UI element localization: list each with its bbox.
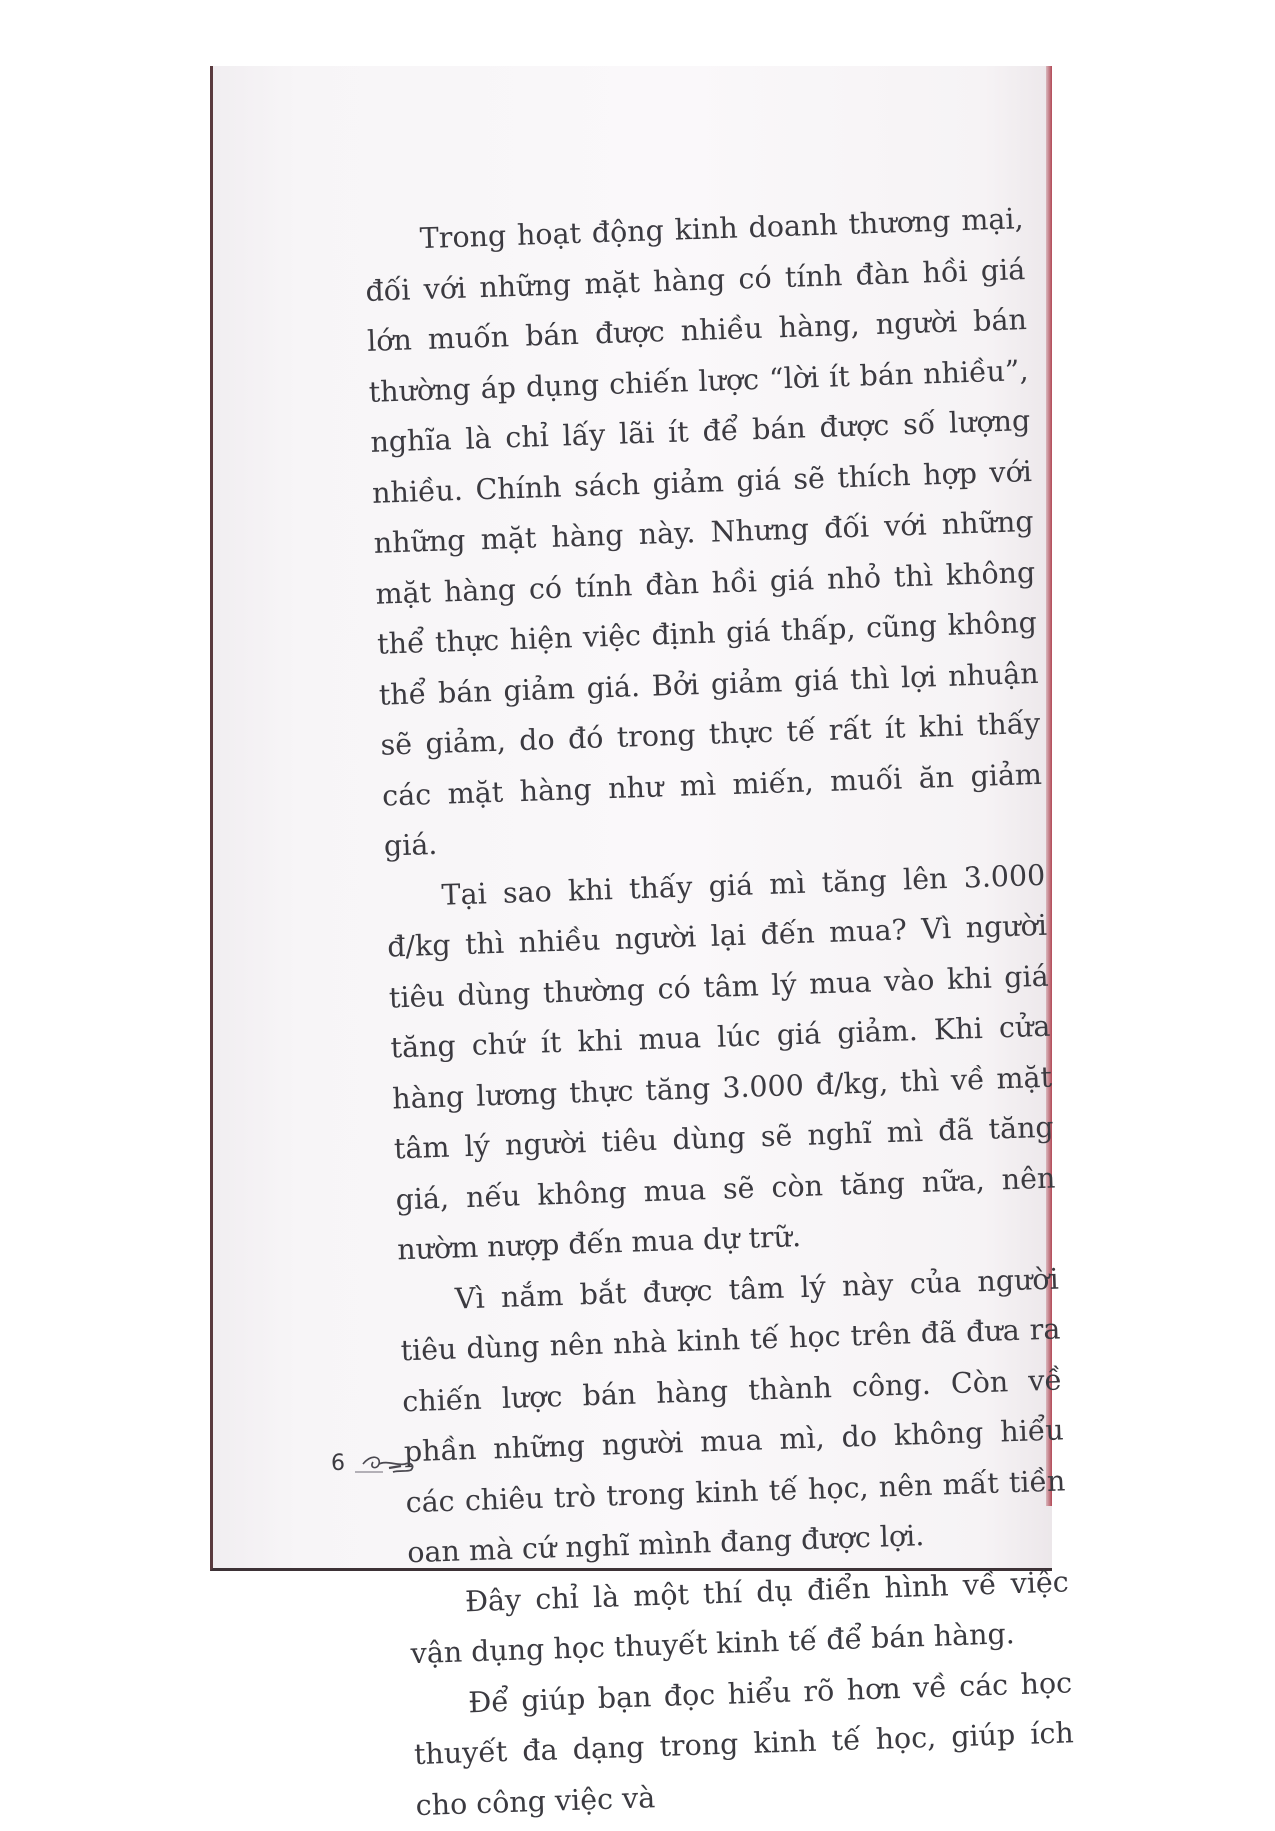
page-footer — [331, 1450, 419, 1476]
paragraph-3: Vì nắm bắt được tâm lý này của người tiêu dùng nên nhà kinh tế học trên đã đưa ra chiến lược bán hàng thành công. Còn về phần những người mua mì, do không hiểu các chiêu trò trong kinh tế học, nên mất tiền oan mà cứ nghĩ mình đang được lợi. — [400, 1262, 1066, 1570]
paragraph-5: Để giúp bạn đọc hiểu rõ hơn về các học thuyết đa dạng trong kinh tế học, giúp ích cho công việc và — [413, 1665, 1075, 1822]
page-number: 6 — [331, 1451, 345, 1476]
paragraph-4: Đây chỉ là một thí dụ điển hình về việc vận dụng học thuyết kinh tế để bán hàng. — [410, 1564, 1070, 1671]
flourish-icon — [353, 1450, 419, 1476]
paragraph-2: Tại sao khi thấy giá mì tăng lên 3.000 đ/kg thì nhiều người lại đến mua? Vì người tiêu dùng thường có tâm lý mua vào khi giá tăng chứ ít khi mua lúc giá giảm. Khi cửa hàng lương thực tăng 3.000 đ/kg, thì về mặt tâm lý người tiêu dùng sẽ nghĩ mì đã tăng giá, nếu không mua sẽ còn tăng nữa, nên nườm nượp đến mua dự trữ. — [386, 858, 1056, 1267]
paragraph-1: Trong hoạt động kinh doanh thương mại, đối với những mặt hàng có tính đàn hồi giá lớn muốn bán được nhiều hàng, người bán thường áp dụng chiến lược “lời ít bán nhiều”, nghĩa là chỉ lấy lãi ít để bán được số lượng nhiều. Chính sách giảm giá sẽ thích hợp với những mặt hàng này. Nhưng đối với những mặt hàng có tính đàn hồi giá nhỏ thì không thể thực hiện việc định giá thấp, cũng không thể bán giảm giá. Bởi giảm giá thì lợi nhuận sẽ giảm, do đó trong thực tế rất ít khi thấy các mặt hàng như mì miến, muối ăn giảm giá. — [364, 202, 1043, 863]
book-page — [210, 66, 1075, 1822]
body-text — [363, 194, 1076, 1831]
